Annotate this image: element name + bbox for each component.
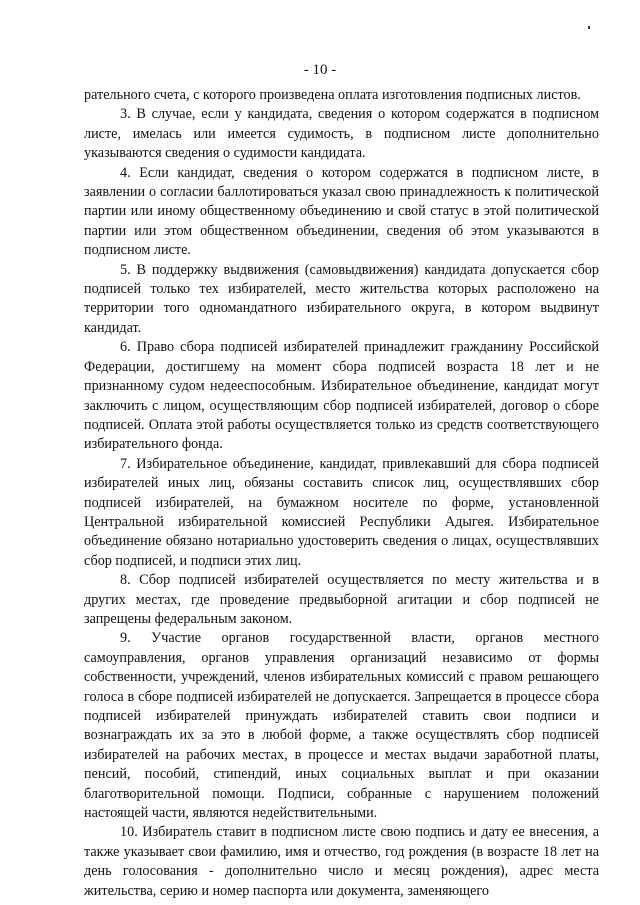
body-text xyxy=(84,86,599,901)
paragraph-4: 4. Если кандидат, сведения о котором содержатся в подписном листе, в заявлении о согласии баллотироваться указал свою принадлежность к политической партии или иному общественному объединению и свой статус в этой политической партии или этом общественном объединении, сведения об этом указываются в подписном листе. xyxy=(84,164,599,259)
paragraph-9: 9. Участие органов государственной власти, органов местного самоуправления, органов управления организаций независимо от формы собственности, учреждений, членов избирательных комиссий с правом решающего голоса в сборе подписей избирателей не допускается. Запрещается в процессе сбора подписей избирателей принуждать избирателей ставить свои подписи и вознаграждать их за это в любой форме, а также осуществлять сбор подписей избирателей на рабочих местах, в процессе и местах выдачи заработной платы, пенсий, пособий, стипендий, иных социальных выплат и при оказании благотворительной помощи. Подписи, собранные с нарушением положений настоящей части, являются недействительными. xyxy=(84,630,599,822)
paragraph-10: 10. Избиратель ставит в подписном листе свою подпись и дату ее внесения, а также указывает свои фамилию, имя и отчество, год рождения (в возрасте 18 лет на день голосования - дополнительно число и месяц рождения), адрес места жительства, серию и номер паспорта или документа, заменяющего xyxy=(84,824,599,899)
scan-mark xyxy=(588,26,590,29)
paragraph-7: 7. Избирательное объединение, кандидат, привлекавший для сбора подписей избирателей иных лиц, обязаны составить список лиц, осуществлявших сбор подписей избирателей, на бумажном носителе по форме, установленной Центральной избирательной комиссией Республики Адыгея. Избирательное объединение обязано нотариально удостоверить сведения о лицах, осуществлявших сбор подписей, и подписи этих лиц. xyxy=(84,455,599,569)
paragraph-6: 6. Право сбора подписей избирателей принадлежит гражданину Российской Федерации, достигшему на момент сбора подписей возраста 18 лет и не признанному судом недееспособным. Избирательное объединение, кандидат могут заключить с лицом, осуществляющим сбор подписей избирателей, договор о сборе подписей. Оплата этой работы осуществляется только из средств соответствующего избирательного фонда. xyxy=(84,339,599,453)
paragraph-3: 3. В случае, если у кандидата, сведения о котором содержатся в подписном листе, имелась или имеется судимость, в подписном листе дополнительно указываются сведения о судимости кандидата. xyxy=(84,106,599,162)
page-number: - 10 - xyxy=(303,62,337,78)
paragraph-8: 8. Сбор подписей избирателей осуществляется по месту жительства и в других местах, где проведение предвыборной агитации и сбор подписей не запрещены федеральным законом. xyxy=(84,572,599,627)
paragraph-continuation: рательного счета, с которого произведена оплата изготовления подписных листов. xyxy=(84,87,581,103)
paragraph-5: 5. В поддержку выдвижения (самовыдвижения) кандидата допускается сбор подписей только тех избирателей, место жительства которых расположено на территории того одномандатного избирательного округа, в котором выдвинут кандидат. xyxy=(84,261,599,336)
